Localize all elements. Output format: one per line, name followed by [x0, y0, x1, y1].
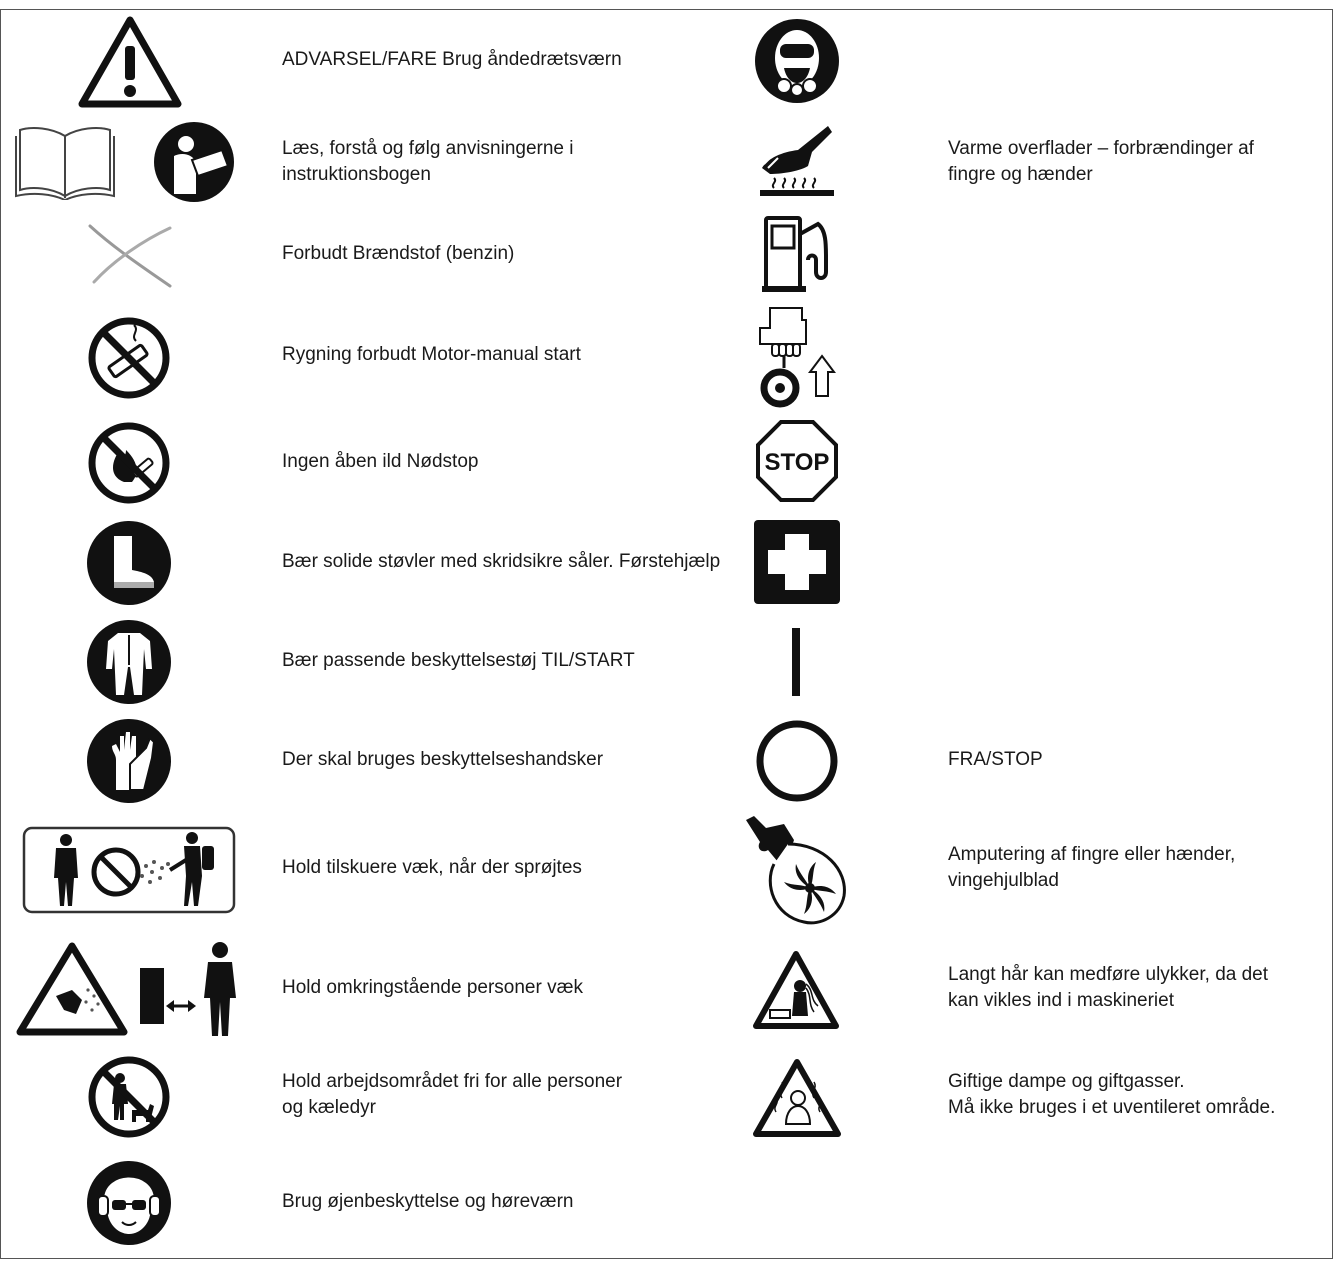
on-symbol-icon — [790, 628, 802, 696]
off-symbol-icon — [754, 718, 840, 804]
no-open-flame-icon — [86, 420, 172, 506]
stop-sign-icon — [756, 420, 838, 502]
protective-gloves-icon — [86, 718, 172, 804]
impeller-amputation-icon — [744, 814, 850, 926]
protective-clothing-icon — [86, 619, 172, 705]
safety-boots-icon — [86, 520, 172, 606]
prohibited-fuel-icon — [84, 220, 176, 290]
read-manual-icon — [152, 120, 236, 204]
keep-bystanders-away-icon — [16, 940, 248, 1038]
no-smoking-icon — [86, 315, 172, 401]
no-persons-pets-icon — [86, 1054, 172, 1140]
row-text-no-smoking: Rygning forbudt Motor-manual start — [282, 344, 581, 365]
row-text-spectators: Hold tilskuere væk, når der sprøjtes — [282, 857, 582, 878]
hot-surface-icon — [758, 122, 838, 200]
open-book-icon — [14, 122, 116, 200]
long-hair-hazard-icon — [752, 950, 840, 1030]
row-text-boots: Bær solide støvler med skridsikre såler. Førstehjælp — [282, 551, 721, 572]
manual-start-icon — [754, 306, 838, 410]
row-text-eye-ear: Brug øjenbeskyttelse og høreværn — [282, 1191, 574, 1212]
warning-triangle-icon — [78, 16, 182, 108]
right-text-hot-surface: Varme overflader – forbrændinger af fingre og hænder — [948, 138, 1254, 185]
row-text-warning: ADVARSEL/FARE Brug åndedrætsværn — [282, 49, 622, 70]
row-text-clothing: Bær passende beskyttelsestøj TIL/START — [282, 650, 635, 671]
right-text-impeller: Amputering af fingre eller hænder, vingehjulblad — [948, 844, 1236, 891]
first-aid-icon — [752, 518, 842, 606]
toxic-fumes-icon — [752, 1058, 842, 1138]
row-text-fuel: Forbudt Brændstof (benzin) — [282, 243, 515, 264]
respirator-icon — [754, 18, 840, 104]
fuel-pump-icon — [760, 214, 834, 294]
row-text-no-flame: Ingen åben ild Nødstop — [282, 451, 479, 472]
right-text-long-hair: Langt hår kan medføre ulykker, da det kan vikles ind i maskineriet — [948, 964, 1269, 1011]
keep-spectators-away-icon — [22, 826, 236, 914]
right-text-toxic: Giftige dampe og giftgasser. Må ikke bruges i et uventileret område. — [948, 1071, 1276, 1118]
row-text-work-area: Hold arbejdsområdet fri for alle personer og kæledyr — [282, 1071, 623, 1118]
eye-ear-protection-icon — [86, 1160, 172, 1246]
row-text-bystanders: Hold omkringstående personer væk — [282, 977, 583, 998]
right-text-off: FRA/STOP — [948, 749, 1043, 770]
row-text-read-manual: Læs, forstå og følg anvisningerne i instruktionsbogen — [282, 138, 574, 185]
row-text-gloves: Der skal bruges beskyttelseshandsker — [282, 749, 604, 770]
svg-text:STOP: STOP — [764, 449, 830, 476]
